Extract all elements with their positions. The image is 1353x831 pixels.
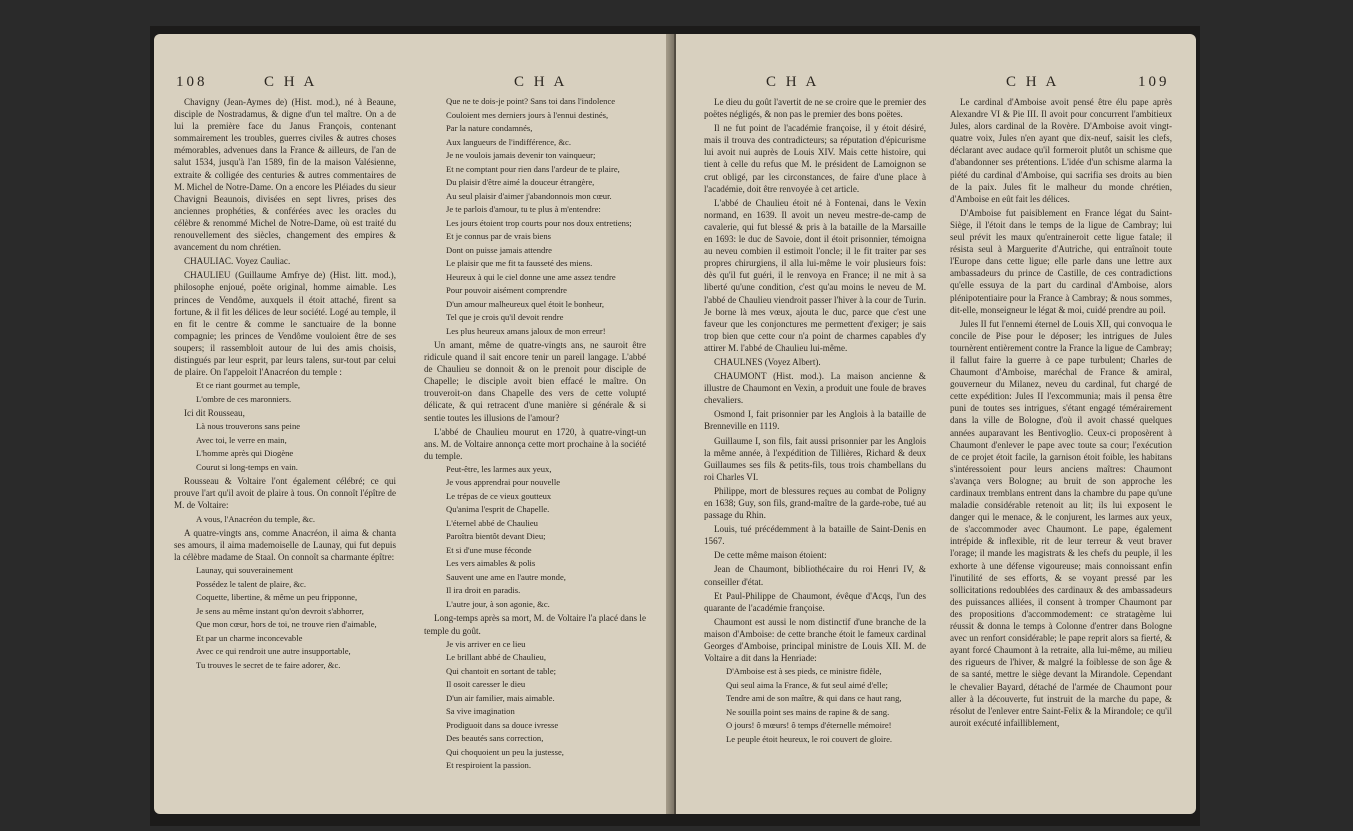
paragraph: Jean de Chaumont, bibliothécaire du roi Henri IV, & conseiller d'état.	[704, 564, 926, 587]
verse-line: Au seul plaisir d'aimer j'abandonnois mon cœur.	[446, 190, 612, 201]
paragraph: Rousseau & Voltaire l'ont également célébré; ce qui prouve l'art qu'il avoit de plaire à tous. On connoît l'épître de M. de Voltaire:	[174, 476, 396, 511]
verse-line: Qu'anima l'esprit de Chapelle.	[446, 504, 550, 515]
verse-line: Et par un charme inconcevable	[196, 632, 303, 643]
paragraph: Guillaume I, son fils, fait aussi prisonnier par les Anglois la même année, à l'expédition de Tillières, Richard & deux Guillaumes ses fils & petits-fils, tous trois chambellans du roi Charles VI.	[704, 435, 926, 482]
verse-line: Sauvent une ame en l'autre monde,	[446, 571, 566, 582]
verse-line: Du plaisir d'être aimé la douceur étrangère,	[446, 177, 595, 187]
verse-line: Qui chantoit en sortant de table;	[446, 665, 557, 676]
verse-line: Possédez le talent de plaire, &c.	[196, 578, 307, 589]
verse-line: L'autre jour, à son agonie, &c.	[446, 598, 550, 609]
verse-line: L'éternel abbé de Chaulieu	[446, 517, 538, 528]
verse-line: Et ce riant gourmet au temple,	[196, 380, 301, 391]
right-column-1	[704, 96, 926, 747]
verse-line: Que ne te dois-je point? Sans toi dans l'indolence	[446, 96, 616, 106]
paragraph: L'abbé de Chaulieu étoit né à Fontenai, dans le Vexin normand, en 1639. Il avoit un neveu mestre-de-camp de cavalerie, qui fut blessé & pris à la bataille de la Marsaille en 1693: le duc de Savoie, dont il étoit prisonnier, témoigna au neveu combien il estimoit l'oncle; il le fit traiter par ses propres chirurgiens, il alla lui-même le voir plusieurs fois: dès qu'il fut guéri, il le renvoya en France; il ne mit à sa liberté qu'une condition, c'est qu'au moins le neveu de M. l'abbé de Chaulieu viendroit passer l'hiver à la cour de Turin. Je borne là mes vœux, ajouta le duc, parce que c'est une faveur que les conjonctures me permettent d'exiger; je sais trop bien que cette cour n'a point de charmes capables d'y attirer M. l'abbé de Chaulieu lui-même.	[704, 197, 926, 353]
verse-line: Les plus heureux amans jaloux de mon erreur!	[446, 325, 606, 336]
paragraph: CHAULIEU (Guillaume Amfrye de) (Hist. litt. mod.), philosophe enjoué, poëte original, homme aimable. Les princes de Vendôme, auxquels il étoit attaché, firent sa fortune, & il fit les délices de leur société. Logé au temple, il en fit le centre & comme le sanctuaire de la bonne compagnie; les princes de Vendôme vouloient être de ses soupers; il rassembloit autour de lui des amis choisis, distingués par leur esprit, par leurs talens, sur-tout par celui de plaire. On l'appeloit l'Anacréon du temple :	[174, 270, 396, 378]
verse-line: Pour pouvoir aisément comprendre	[446, 285, 567, 295]
verse-line: Par la nature condamnés,	[446, 123, 533, 133]
paragraph: Osmond I, fait prisonnier par les Anglois à la bataille de Brenneville en 1119.	[704, 409, 926, 432]
verse-line: Coquette, libertine, & même un peu fripponne,	[196, 592, 358, 603]
verse-line: Il osoit caresser le dieu	[446, 679, 526, 690]
verse-line: Courut si long-temps en vain.	[196, 461, 298, 472]
verse-line: Tel que je crois qu'il devoit rendre	[446, 312, 564, 322]
left-column-2	[424, 96, 646, 774]
verse-line: Launay, qui souverainement	[196, 565, 294, 576]
verse-line: Et respiroient la passion.	[446, 760, 531, 771]
paragraph: Chavigny (Jean-Aymes de) (Hist. mod.), né à Beaune, disciple de Nostradamus, & digne d'un tel maître. On a de lui la première face du Janus François, contenant sommairement les troubles, guerres civiles & autres choses mémorables, advenues dans la France & ailleurs, de l'an de salut 1534, jusqu'à l'an 1589, fin de la maison Valésienne, extraite & colligée des centuries & autres commentaires de M. Michel de Notre-Dame. On a encore les Pléiades du sieur Chavigni Beaunois, divisées en sept livres, prises des anciennes prophéties, & conférées avec les oracles du célèbre & renommé Michel de Notre-Dame, où est traité du renouvellement des siècles, changement des empires & avancement du nom chrétien.	[174, 97, 396, 253]
verse-line: Les vers aimables & polis	[446, 558, 536, 569]
verse-line: Là nous trouverons sans peine	[196, 421, 301, 432]
verse-line: D'un amour malheureux quel étoit le bonheur,	[446, 298, 604, 309]
right-page	[676, 34, 1196, 814]
verse-line: Je vous apprendrai pour nouvelle	[446, 477, 561, 488]
paragraph: CHAULNES (Voyez Albert).	[714, 356, 821, 367]
running-head-right-2: C H A	[1006, 74, 1060, 90]
paragraph: Jules II fut l'ennemi éternel de Louis XII, qui convoqua le concile de Pise pour le déposer; les intrigues de Jules tournèrent entièrement contre la France la ligue de Cambray; il fallut faire la guerre à ce pape turbulent; Charles de Chaumont d'Amboise, maréchal de France & amiral, gouverneur du Milanez, neveu du cardinal, fut chargé de cette expédition: Jules II l'excommunia; mais il pensa être puni de toutes ses intrigues, s'étant engagé témérairement dans la ville de Bologne, d'où il avoit chassé quelques années auparavant les Bentivoglio. Ceux-ci proposèrent à Chaumont d'enlever le pape avec toute sa cour; l'exécution de ce projet étoit facile, la garnison étoit foible, les habitans s'intéressoient pour leurs anciens maîtres: Chaumont s'avança vers Bologne; au bruit de son approche les cardinaux tremblans entrent dans la chambre du pape qu'une maladie considérable retenoit au lit; ils lui exposent le danger qui le menace, & le conjurent, les larmes aux yeux, de s'accommoder avec Chaumont. Le pape, également intrépide & inflexible, rit de leur terreur & veut braver l'orage; il mande les magistrats & les chefs du peuple, il les exhorte à une défense vigoureuse; mais connoissant enfin l'inutilité de ses efforts, & se voyant pressé par les sollicitations redoublées des cardinaux & des ambassadeurs des puissances alliées, il consent à tromper Chaumont par des propositions d'accommodement: ce stratagème lui réussit & donna le temps à Colonne d'entrer dans Bologne avec un renfort considérable; le pape reprit alors sa fierté, & ayant forcé Chaumont à la retraite, alla lui-même, au milieu des rigueurs de l'hiver, & malgré la foiblesse de son âge & de sa santé, mettre le siège devant la Mirandole. Cependant le chevalier Bayard, détaché de l'armée de Chaumont pour aller à la découverte, fut instruit de la marche du pape, & résolut de l'enlever entre Saint-Felix & la Mirandole; ce qu'il auroit exécuté infailliblement,	[950, 318, 1172, 728]
paragraph: CHAULIAC. Voyez Cauliac.	[184, 256, 291, 267]
page-number-left: 108	[176, 74, 208, 90]
paragraph: Et Paul-Philippe de Chaumont, évêque d'Acqs, l'un des quarante de l'académie françoise.	[704, 590, 926, 613]
verse-line: Le plaisir que me fit ta fausseté des miens.	[446, 258, 593, 268]
running-head-right: C H A	[766, 74, 820, 90]
paragraph: D'Amboise fut paisiblement en France légat du Saint-Siège, il l'étoit dans le temps de la ligue de Cambray; lui seul prévit les maux qu'entraineroit cette ligue fatale; il résista seul à Marguerite d'Autriche, qui entraînoit toute l'Europe dans cette ligue; elle parle dans une lettre aux ambassadeurs du prince de Castille, de ces contradictions qu'elle essuya de la part du cardinal d'Amboise, alors plénipotentiaire pour la France à Cambray; & nous sommes, dit-elle, monseigneur le légat & moi, cuidé prendre au poil.	[950, 207, 1172, 315]
verse-line: Tendre ami de son maître, & qui dans ce haut rang,	[726, 693, 902, 704]
verse-line: D'un air familier, mais aimable.	[446, 692, 555, 703]
verse-line: L'ombre de ces maronniers.	[196, 393, 292, 404]
paragraph: Chaumont est aussi le nom distinctif d'une branche de la maison d'Amboise: de cette branche étoit le fameux cardinal Georges d'Amboise, principal ministre de Louis XII. M. de Voltaire a dit dans la Henriade:	[704, 616, 926, 664]
verse-line: Sa vive imagination	[446, 706, 515, 717]
paragraph: CHAUMONT (Hist. mod.). La maison ancienne & illustre de Chaumont en Vexin, a produit une foule de braves chevaliers.	[704, 371, 926, 406]
verse-line: Couloient mes derniers jours à l'ennui destinés,	[446, 109, 609, 120]
paragraph: Le dieu du goût l'avertit de ne se croire que le premier des poëtes négligés, & non pas le premier des bons poëtes.	[704, 97, 926, 120]
verse-line: Et ne comptant pour rien dans l'ardeur de te plaire,	[446, 163, 620, 174]
left-page	[154, 34, 674, 814]
verse-line: Je sens au même instant qu'on devroit s'abhorrer,	[196, 605, 364, 616]
verse-line: Heureux à qui le ciel donne une ame assez tendre	[446, 271, 616, 282]
verse-line: Qui seul aima la France, & fut seul aimé d'elle;	[726, 679, 888, 690]
verse-line: Et je connus par de vrais biens	[446, 231, 552, 241]
verse-line: Les jours étoient trop courts pour nos doux entretiens;	[446, 217, 632, 228]
verse-line: Avec toi, le verre en main,	[196, 434, 287, 445]
paragraph: A quatre-vingts ans, comme Anacréon, il aima & chanta ses amours, il aima mademoiselle de Launay, qui fut depuis la célèbre madame de Staal. On connoît sa charmante épître:	[174, 528, 396, 563]
verse-line: Le brillant abbé de Chaulieu,	[446, 652, 546, 663]
verse-line: Prodiguoit dans sa douce ivresse	[446, 719, 559, 730]
verse-line: Il ira droit en paradis.	[446, 585, 521, 596]
verse-line: D'Amboise est à ses pieds, ce ministre fidèle,	[726, 666, 882, 677]
verse-line: Peut-être, les larmes aux yeux,	[446, 463, 552, 474]
running-head-left-2: C H A	[514, 74, 568, 90]
running-head-left: C H A	[264, 74, 318, 90]
verse-line: Que mon cœur, hors de toi, ne trouve rien d'aimable,	[196, 619, 377, 630]
paragraph: Louis, tué précédemment à la bataille de Saint-Denis en 1567.	[704, 524, 926, 547]
verse-line: Tu trouves le secret de te faire adorer, &c.	[196, 659, 341, 670]
verse-line: Aux langueurs de l'indifférence, &c.	[446, 136, 571, 147]
verse-line: A vous, l'Anacréon du temple, &c.	[196, 513, 315, 524]
verse-line: O jours! ô mœurs! ô temps d'éternelle mémoire!	[726, 720, 892, 731]
verse-line: Et si d'une muse féconde	[446, 544, 532, 555]
verse-line: Ne souilla point ses mains de rapine & de sang.	[726, 706, 890, 717]
verse-line: Je te parlois d'amour, tu te plus à m'entendre:	[446, 204, 601, 214]
verse-line: Le trépas de ce vieux goutteux	[446, 490, 552, 501]
page-number-right: 109	[1138, 74, 1170, 90]
right-column-2	[950, 96, 1172, 731]
left-column-1	[174, 96, 396, 673]
verse-line: Qui choquoient un peu la justesse,	[446, 746, 564, 757]
paragraph: Un amant, même de quatre-vingts ans, ne sauroit être ridicule quand il sait encore tenir un pareil langage. L'abbé de Chaulieu se donnoit & on le prenoit pour disciple de Chapelle; le disciple avoit bien effacé le maître. On trouveroit-on dans Chapelle des vers de cette volupté délicate, & qui retracent d'une manière si générale & si sentie toutes les illusions de l'amour?	[424, 340, 646, 423]
verse-line: L'homme après qui Diogène	[196, 448, 294, 459]
paragraph: Il ne fut point de l'académie françoise, il y étoit désiré, mais il trouva des contradicteurs; sa réputation d'épicurisme lui avoit nui auprès de Louis XIV. Mais cette histoire, qui tient à celle du refus que M. le président de Lamoignon se crut obligé, par les circonstances, de faire d'une place à l'académie, doit être renvoyée à cet article.	[704, 123, 926, 194]
verse-line: Des beautés sans correction,	[446, 733, 544, 744]
verse-line: Paroîtra bientôt devant Dieu;	[446, 531, 546, 542]
verse-line: Je vis arriver en ce lieu	[446, 638, 526, 649]
paragraph: De cette même maison étoient:	[714, 550, 827, 561]
open-book	[150, 26, 1200, 826]
paragraph: Ici dit Rousseau,	[184, 408, 245, 419]
verse-line: Le peuple étoit heureux, le roi couvert de gloire.	[726, 733, 893, 744]
paragraph: Philippe, mort de blessures reçues au combat de Poligny en 1638; Guy, son fils, grand-maître de la garde-robe, tué au passage du Rhin.	[704, 485, 926, 521]
paragraph: Le cardinal d'Amboise avoit pensé être élu pape après Alexandre VI & Pie III. Il avoit pour concurrent l'ambitieux Jules, alors cardinal de la Rovère. D'Amboise avoit vingt-quatre voix, Jules n'en ayant que dix-neuf, saisit les clefs, déclarant avec audace qu'il formeroit plutôt un schisme que d'abandonner ses prétentions. L'idée d'un schisme alarma la piété du cardinal d'Amboise, qui sacrifia ses droits au bien de la paix. Jules fit le malheur du monde chrétien, d'Amboise en eût fait les délices.	[950, 97, 1172, 204]
paragraph: Long-temps après sa mort, M. de Voltaire l'a placé dans le temple du goût.	[424, 613, 646, 636]
paragraph: L'abbé de Chaulieu mourut en 1720, à quatre-vingt-un ans. M. de Voltaire annonça cette mort prochaine à la société du temple.	[424, 426, 646, 461]
verse-line: Dont on puisse jamais attendre	[446, 244, 552, 255]
verse-line: Je ne voulois jamais devenir ton vainqueur;	[446, 150, 596, 160]
verse-line: Avec ce qui rendroit une autre insupportable,	[196, 646, 351, 657]
